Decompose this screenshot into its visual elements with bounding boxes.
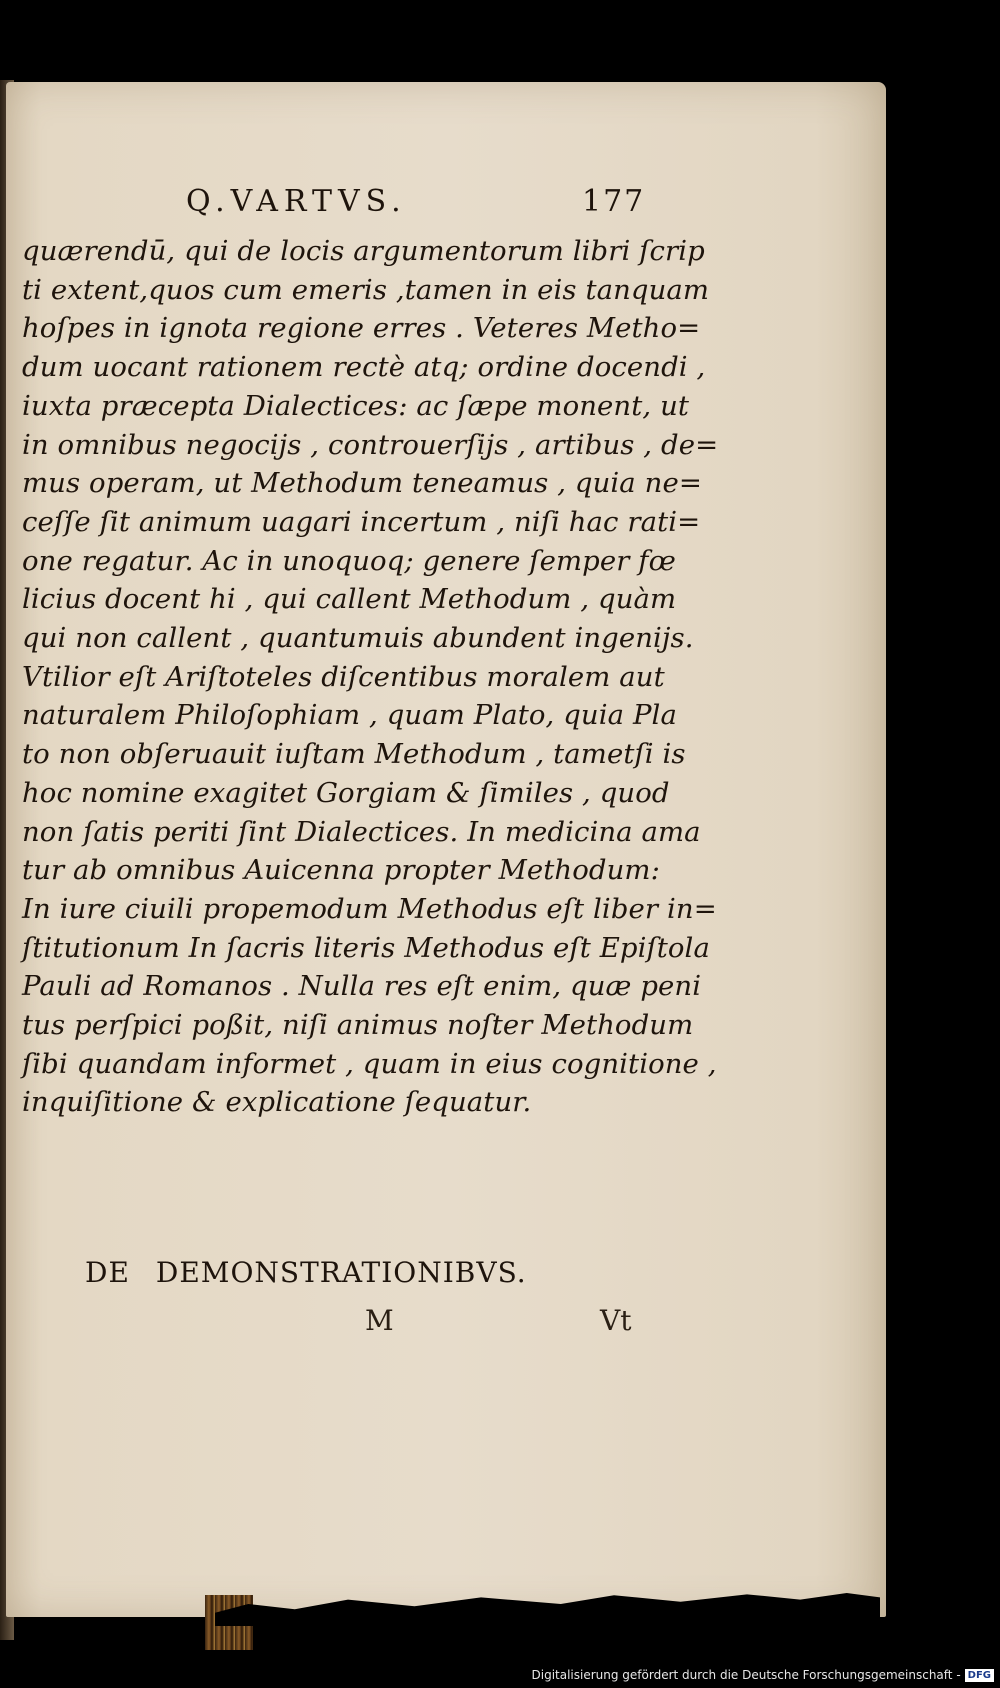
text-line: non ſatis periti ſint Dialectices. In medicina ama: [22, 815, 701, 848]
running-head-title: Q.VARTVS.: [186, 184, 407, 219]
text-line: Pauli ad Romanos . Nulla res eſt enim, quæ peni: [22, 970, 702, 1003]
text-line: ſtitutionum In ſacris literis Methodus eſt Epiſtola: [22, 931, 710, 964]
text-line: dum uocant rationem rectè atq; ordine docendi ,: [22, 351, 706, 384]
page-number: 177: [582, 184, 646, 219]
text-line: naturalem Philoſophiam , quam Plato, quia Pla: [22, 699, 677, 732]
section-heading-word: DEMONSTRATIONIBVS.: [155, 1256, 527, 1289]
page-text-block: [22, 180, 719, 1122]
text-line: ſibi quandam informet , quam in eius cognitione ,: [22, 1047, 717, 1080]
text-line: inquiſitione & explicatione ſequatur.: [22, 1086, 532, 1119]
text-line: quærendū, qui de locis argumentorum libri ſcrip: [22, 235, 705, 267]
text-line: In iure ciuili propemodum Methodus eſt liber in=: [22, 892, 717, 925]
text-line: tus perſpici poßit, niſi animus noſter Methodum: [22, 1009, 694, 1042]
text-line: mus operam, ut Methodum teneamus , quia ne=: [22, 467, 702, 500]
text-line: iuxta præcepta Dialectices: ac ſæpe monent, ut: [22, 389, 690, 422]
catchword: Vt: [600, 1304, 632, 1337]
text-line: tur ab omnibus Auicenna propter Methodum:: [22, 854, 660, 887]
body-text: [22, 232, 719, 1122]
dfg-logo: DFG: [965, 1669, 994, 1682]
section-heading: [85, 1256, 527, 1289]
credit-text: Digitalisierung gefördert durch die Deutsche Forschungsgemeinschaft -: [531, 1668, 961, 1682]
signature-mark: M: [365, 1304, 394, 1337]
text-line: Vtilior eſt Ariſtoteles diſcentibus moralem aut: [22, 660, 665, 693]
section-heading-word: DE: [85, 1256, 130, 1289]
text-line: qui non callent , quantumuis abundent ingenijs.: [22, 622, 694, 655]
digitization-credit: [532, 1668, 995, 1682]
text-line: to non obſeruauit iuſtam Methodum , tametſi is: [22, 738, 686, 771]
text-line: licius docent hi , qui callent Methodum , quàm: [22, 583, 677, 616]
running-head: [22, 180, 662, 232]
text-line: ceſſe ſit animum uagari incertum , niſi hac rati=: [22, 505, 701, 538]
text-line: hoſpes in ignota regione erres . Veteres Metho=: [22, 312, 701, 345]
text-line: ti extent,quos cum emeris ,tamen in eis tanquam: [22, 273, 710, 306]
text-line: hoc nomine exagitet Gorgiam & ſimiles , quod: [22, 776, 670, 809]
text-line: in omnibus negocijs , controuerſijs , artibus , de=: [22, 428, 719, 461]
text-line: one regatur. Ac in unoquoq; genere ſemper fœ: [22, 544, 676, 577]
